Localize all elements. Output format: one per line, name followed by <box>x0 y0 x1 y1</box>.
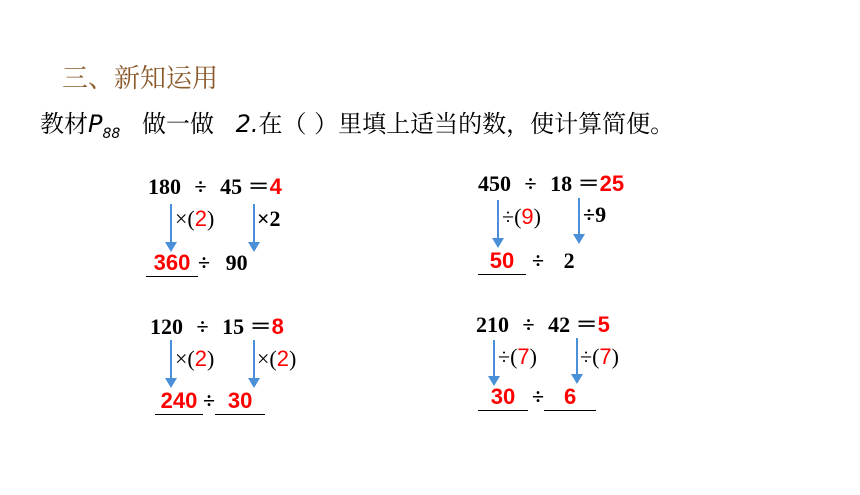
divide-sign: ÷ <box>524 171 537 196</box>
divisor: 18 <box>550 171 573 196</box>
arrow-down-icon <box>576 338 578 376</box>
instruction-page-letter: P <box>88 110 103 138</box>
arrow-down-icon <box>497 200 499 240</box>
instruction-mid: 做一做 <box>141 110 214 138</box>
instruction-text: 在（ ）里填上适当的数，使计算简便。 <box>258 110 675 138</box>
answer: 5 <box>597 312 610 337</box>
problem-2-equation <box>478 167 624 198</box>
right-operation: ÷9 <box>583 202 607 227</box>
result-line <box>146 250 248 277</box>
divide-sign: ÷ <box>203 388 216 413</box>
right-operation: ×2 <box>257 206 281 231</box>
divisor: 45 <box>220 174 243 199</box>
arrow-down-icon <box>253 204 255 244</box>
equals-sign: ＝ <box>577 171 600 196</box>
left-operation: ÷(7) <box>498 344 537 369</box>
answer: 25 <box>599 171 625 196</box>
result-left: 360 <box>146 250 198 277</box>
result-line <box>478 384 596 411</box>
equals-sign: ＝ <box>575 312 598 337</box>
arrow-down-icon <box>170 340 172 380</box>
result-right: 6 <box>544 384 596 411</box>
right-operation: ÷(7) <box>580 344 619 369</box>
problem-4-equation <box>476 308 610 339</box>
left-operation: ×(2) <box>175 346 215 371</box>
instruction-page-number: 88 <box>102 125 121 142</box>
divide-sign: ÷ <box>532 248 545 273</box>
left-operation: ×(2) <box>175 206 215 231</box>
result-right: 90 <box>225 250 248 275</box>
result-left: 30 <box>478 384 528 411</box>
divisor: 42 <box>548 312 571 337</box>
arrow-down-icon <box>253 340 255 380</box>
divide-sign: ÷ <box>196 314 209 339</box>
divide-sign: ÷ <box>198 250 211 275</box>
instruction-prefix: 教材 <box>40 110 88 138</box>
dividend: 180 <box>148 174 181 199</box>
result-line <box>155 388 265 415</box>
problem-3-equation <box>150 310 284 341</box>
right-operation: ×(2) <box>257 346 297 371</box>
equals-sign: ＝ <box>249 314 272 339</box>
divisor: 15 <box>222 314 245 339</box>
instruction <box>40 104 674 142</box>
arrow-down-icon <box>170 204 172 244</box>
dividend: 120 <box>150 314 183 339</box>
result-right: 30 <box>215 388 265 415</box>
result-right: 2 <box>563 248 575 273</box>
answer: 4 <box>269 174 282 199</box>
result-line <box>478 248 575 275</box>
section-title: 三、新知运用 <box>62 64 219 94</box>
answer: 8 <box>271 314 284 339</box>
arrow-down-icon <box>578 198 580 236</box>
result-left: 50 <box>478 248 526 275</box>
equals-sign: ＝ <box>247 174 270 199</box>
dividend: 210 <box>476 312 509 337</box>
instruction-number: 2. <box>235 110 259 138</box>
problem-1-equation <box>148 170 282 201</box>
arrow-down-icon <box>493 340 495 378</box>
result-left: 240 <box>155 388 203 415</box>
divide-sign: ÷ <box>522 312 535 337</box>
divide-sign: ÷ <box>532 384 545 409</box>
left-operation: ÷(9) <box>502 204 541 229</box>
divide-sign: ÷ <box>194 174 207 199</box>
dividend: 450 <box>478 171 511 196</box>
